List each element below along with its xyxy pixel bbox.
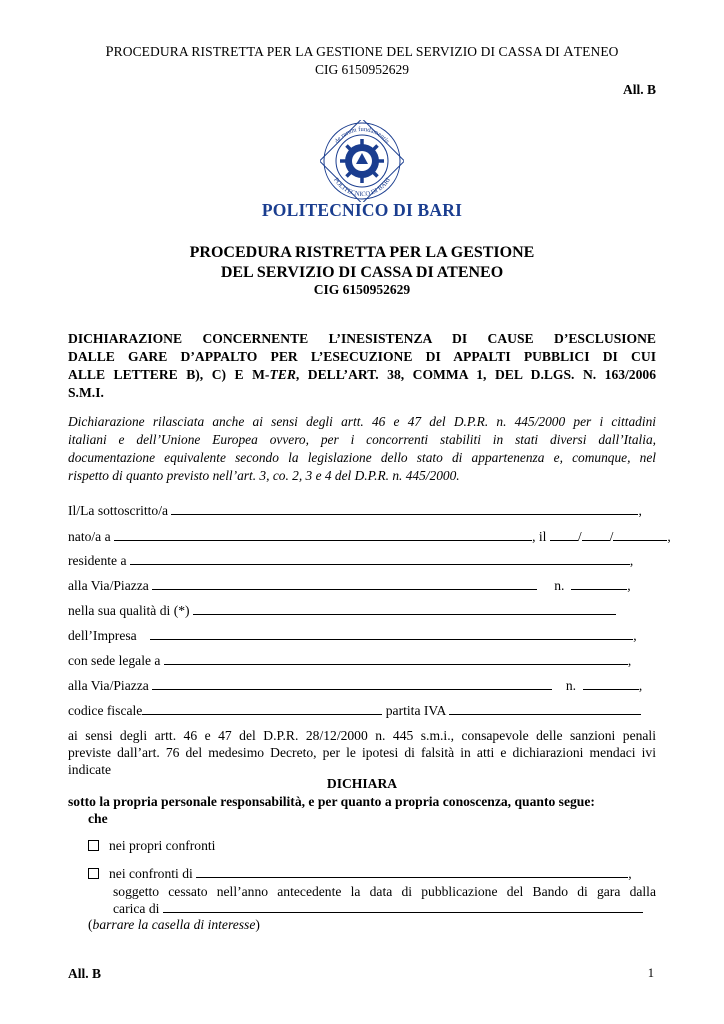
che-label: che [88,811,108,826]
birth-month-input-line[interactable] [582,529,610,541]
intro-paragraph: Dichiarazione rilasciata anche ai sensi degli artt. 46 e 47 del D.P.R. n. 445/2000 per i cittadini italiani e dell’Unione Europea ovvero, per i concorrenti stabiliti in stati diversi dall’Italia, documentazione equivalente secondo la legislazione dello stato di appartenenza e, comunque, nel rispetto di quanto previsto nell’art. 3, co. 2, 3 e 4 del D.P.R. n. 445/2000. [68,414,656,483]
dichiara-subheading: sotto la propria personale responsabilità, e per quanto a propria conoscenza, quanto segue: [68,794,595,809]
carica-input-line[interactable] [163,901,643,913]
via-2-input-line[interactable] [152,678,552,690]
qualita-input-line[interactable] [193,603,616,615]
field-sede: con sede legale a , [68,653,632,668]
field-nato: nato/a a , il / / , [68,529,671,544]
checkbox-nei-confronti[interactable] [88,868,99,879]
page-number: 1 [647,966,654,980]
option-nei-propri: nei propri confronti [88,838,676,854]
field-impresa: dell’Impresa , [68,628,637,643]
svg-text:POLITECNICO DI BARI: POLITECNICO DI BARI [332,176,392,199]
field-carica: carica di [113,901,701,917]
document-cig: CIG 6150952629 [313,282,411,297]
politecnico-logo [320,120,404,202]
field-qualita: nella sua qualità di (*) [68,603,656,619]
checkbox-nei-propri[interactable] [88,840,99,851]
logo-name: POLITECNICO DI BARI [261,200,463,220]
document-title: PROCEDURA RISTRETTA PER LA GESTIONE DEL SERVIZIO DI CASSA DI ATENEO [189,244,535,281]
via-1-input-line[interactable] [152,578,537,590]
legal-paragraph: ai sensi degli artt. 46 e 47 del D.P.R. 28/12/2000 n. 445 s.m.i., consapevole delle sanzioni penali previste dall’art. 76 del medesimo Decreto, per le ipotesi di falsità in atti e dichiarazioni mendaci ivi indicate [68,728,656,777]
birth-year-input-line[interactable] [613,529,667,541]
header-title: PROCEDURA RISTRETTA PER LA GESTIONE DEL SERVIZIO DI CASSA DI ATENEO [105,44,619,60]
svg-text:de rerum fundamentis: de rerum fundamentis [333,125,391,145]
checkbox-note: (barrare la casella di interesse) [88,917,260,932]
field-cf-piva: codice fiscale partita IVA [68,703,656,719]
footer-allegato: All. B [68,966,102,981]
nei-confronti-input-line[interactable] [196,866,628,878]
birth-day-input-line[interactable] [550,529,578,541]
partita-iva-input-line[interactable] [449,703,641,715]
sede-input-line[interactable] [164,653,628,665]
declaration-heading: DICHIARAZIONE CONCERNENTE L’INESISTENZA DI CAUSE D’ESCLUSIONE DALLE GARE D’APPALTO PER L’ESECUZIONE DI APPALTI PUBBLICI DI CUI ALLE LETTERE B), C) E M-TER, DELL’ART. 38, COMMA 1, DEL D.LGS. N. 163/2006 S.M.I. [68,331,656,400]
option-nei-confronti: nei confronti di , [88,866,656,882]
field-sottoscritto: Il/La sottoscritto/a , [68,503,642,518]
nato-input-line[interactable] [114,529,532,541]
civico-1-input-line[interactable] [571,578,627,590]
dichiara-heading: DICHIARA [326,776,398,791]
impresa-input-line[interactable] [150,628,633,640]
field-via-2: alla Via/Piazza n. , [68,678,643,693]
field-via-1: alla Via/Piazza n. , [68,578,631,593]
field-residente: residente a , [68,553,634,568]
sottoscritto-input-line[interactable] [171,503,638,515]
option-nei-confronti-detail: soggetto cessato nell’anno antecedente la data di pubblicazione del Bando di gara dalla [113,884,656,899]
civico-2-input-line[interactable] [583,678,639,690]
header-cig: CIG 6150952629 [314,62,410,77]
residente-input-line[interactable] [130,553,630,565]
codice-fiscale-input-line[interactable] [142,703,382,715]
header-allegato: All. B [622,82,656,97]
